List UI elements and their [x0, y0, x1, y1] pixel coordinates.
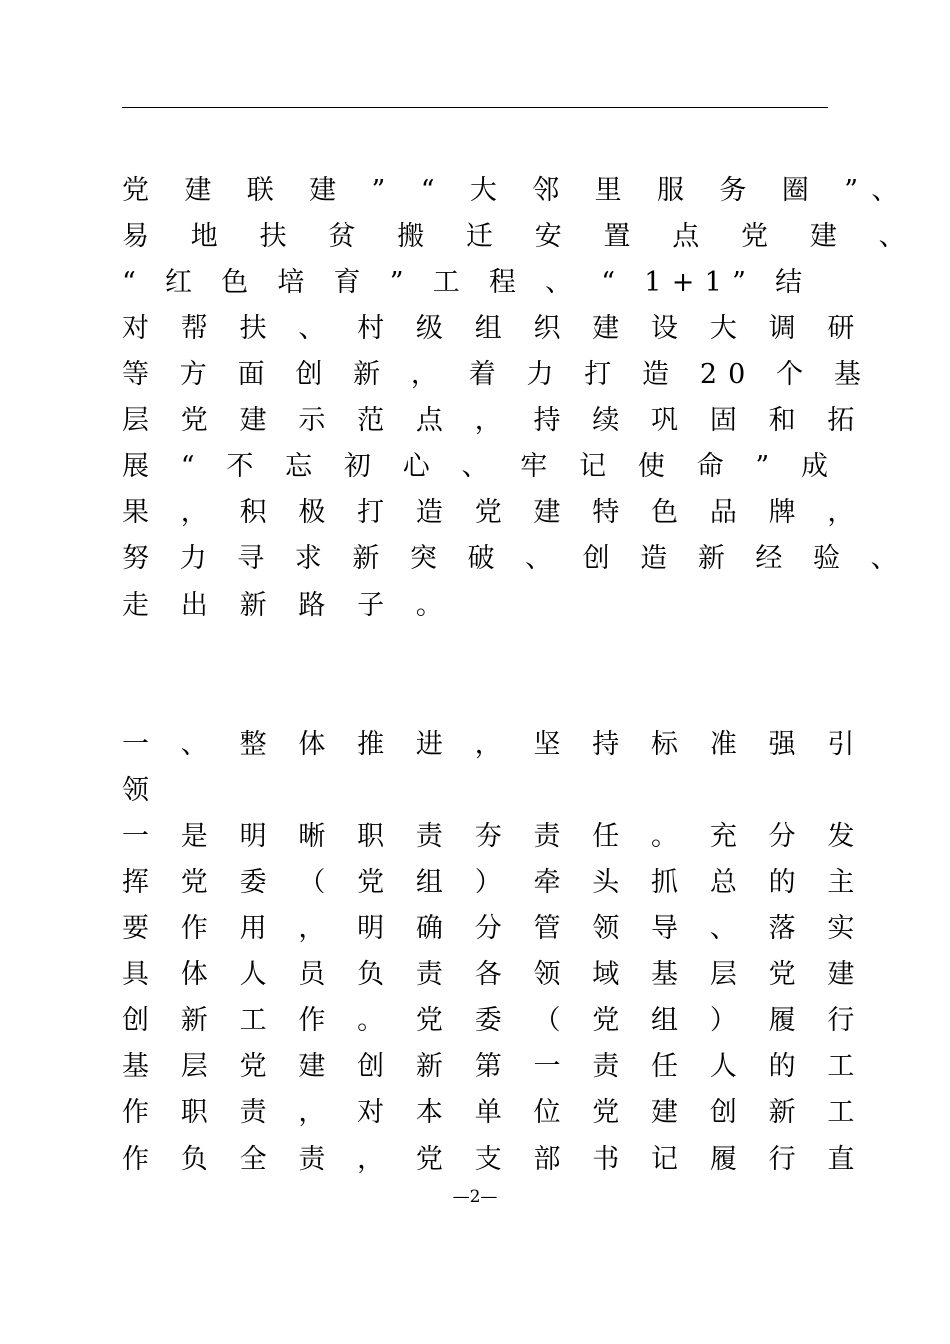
- text-line: 易 地 扶 贫 搬 迁 安 置 点 党 建 、: [122, 221, 923, 252]
- text-line: 展 “ 不 忘 初 心 、 牢 记 使 命 ” 成: [122, 451, 840, 482]
- text-line: 作 职 责 ， 对 本 单 位 党 建 创 新 工: [122, 1097, 866, 1128]
- heading-line: 领: [122, 775, 161, 806]
- text-line: 挥 党 委 （ 党 组 ） 牵 头 抓 总 的 主: [122, 867, 866, 898]
- text-line: 基 层 党 建 创 新 第 一 责 任 人 的 工: [122, 1051, 866, 1082]
- text-line: 努 力 寻 求 新 突 破 、 创 造 新 经 验 、: [122, 543, 909, 574]
- text-line: 等 方 面 创 新 ， 着 力 打 造 20 个 基: [122, 359, 872, 390]
- text-line: 果 ， 积 极 打 造 党 建 特 色 品 牌 ，: [122, 497, 866, 528]
- text-line: 走 出 新 路 子 。: [122, 590, 455, 621]
- page-number: —2—: [452, 1187, 498, 1207]
- text-line: “ 红 色 培 育 ” 工 程 、 “ 1+1” 结: [122, 267, 813, 298]
- text-line: 要 作 用 ， 明 确 分 管 领 导 、 落 实: [122, 913, 866, 944]
- text-line: 创 新 工 作 。 党 委 （ 党 组 ） 履 行: [122, 1005, 866, 1036]
- text-line: 具 体 人 员 负 责 各 领 域 基 层 党 建: [122, 959, 866, 990]
- heading-line: 一 、 整 体 推 进 ， 坚 持 标 准 强 引: [122, 729, 866, 760]
- text-line: 层 党 建 示 范 点 ， 持 续 巩 固 和 拓: [122, 405, 866, 436]
- header-rule: [122, 107, 828, 108]
- text-line: 党 建 联 建 ” “ 大 邻 里 服 务 圈 ”、: [122, 175, 912, 206]
- text-line: 一 是 明 晰 职 责 夯 责 任 。 充 分 发: [122, 821, 866, 852]
- text-line: 作 负 全 责 ， 党 支 部 书 记 履 行 直: [122, 1144, 866, 1175]
- text-line: 对 帮 扶 、 村 级 组 织 建 设 大 调 研: [122, 313, 866, 344]
